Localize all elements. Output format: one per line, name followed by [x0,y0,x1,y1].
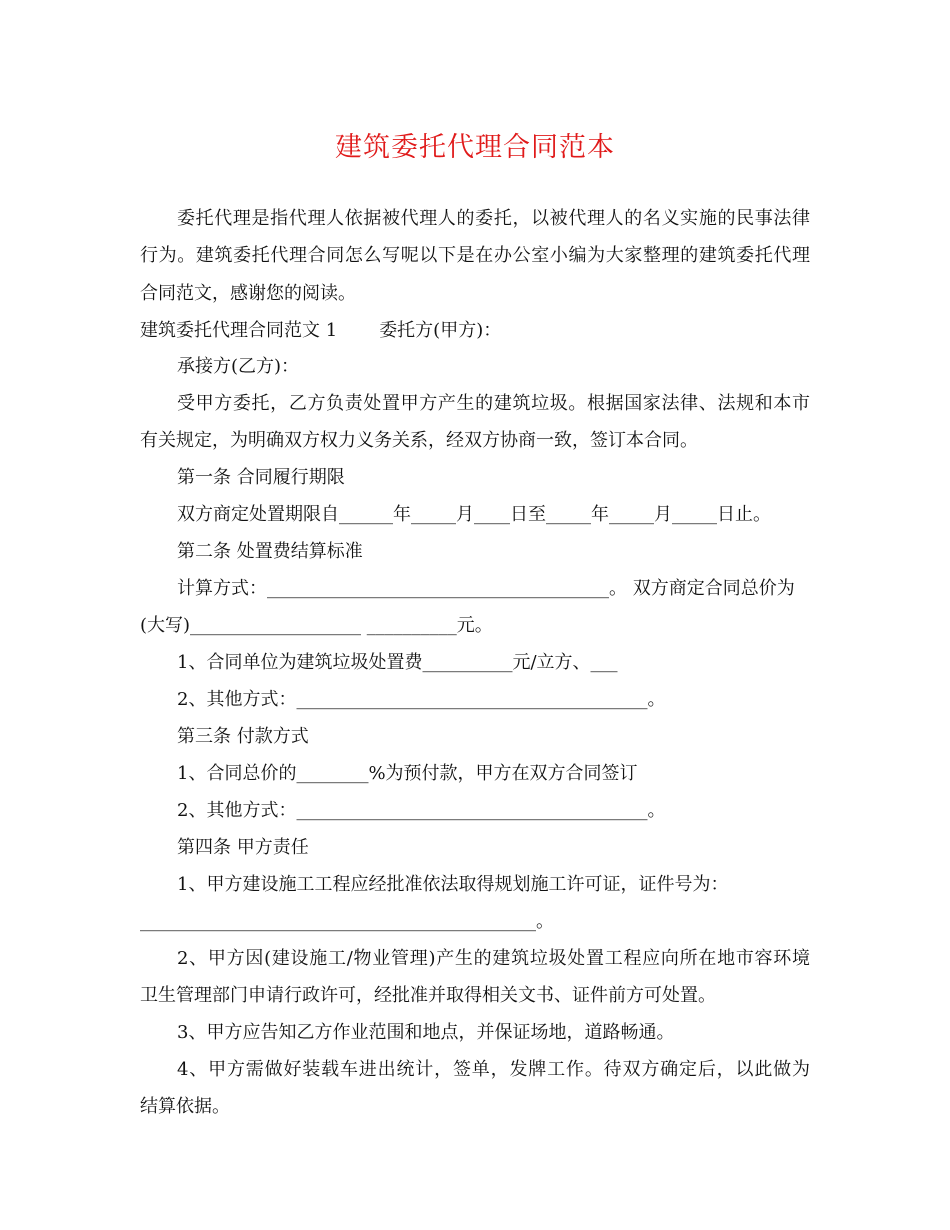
sample-heading: 建筑委托代理合同范文 1 [140,320,338,341]
paragraph-line: 有关规定，为明确双方权力义务关系，经双方协商一致，签订本合同。 [140,430,698,451]
paragraph-line: 合同范文，感谢您的阅读。 [140,283,356,304]
paragraph-line: 结算依据。 [140,1096,230,1117]
paragraph-line: 受甲方委托，乙方负责处置甲方产生的建筑垃圾。根据国家法律、法规和本市 [177,393,810,414]
party-b-label: 承接方(乙方)： [177,356,300,377]
section-heading-line [140,316,820,346]
article-heading: 第四条 甲方责任 [177,837,309,858]
blank-line: ____________________________________________。 [140,911,554,932]
list-item: 1、甲方建设施工工程应经批准依法取得规划施工许可证，证件号为： [177,874,729,895]
article-heading: 第二条 处置费结算标准 [177,541,363,562]
list-item: 1、合同单位为建筑垃圾处置费__________元/立方、___ [177,652,618,673]
article-heading: 第一条 合同履行期限 [177,467,345,488]
list-item: 2、其他方式：_______________________________________。 [177,800,666,821]
list-item: 2、其他方式：_______________________________________。 [177,689,666,710]
document-title: 建筑委托代理合同范本 [335,132,615,163]
party-a-label: 委托方(甲方)： [379,320,502,341]
paragraph-line: (大写)___________________ __________元。 [140,615,493,636]
article-heading: 第三条 付款方式 [177,726,309,747]
paragraph-line: 委托代理是指代理人依据被代理人的委托，以被代理人的名义实施的民事法律 [177,208,810,229]
list-item: 3、甲方应告知乙方作业范围和地点，并保证场地，道路畅通。 [177,1022,675,1043]
paragraph-line: 卫生管理部门申请行政许可，经批准并取得相关文书、证件前方可处置。 [140,985,716,1006]
list-item: 2、甲方因(建设施工/物业管理)产生的建筑垃圾处置工程应向所在地市容环境 [177,948,810,969]
paragraph-line: 行为。建筑委托代理合同怎么写呢以下是在办公室小编为大家整理的建筑委托代理 [140,245,810,266]
paragraph-line: 计算方式：______________________________________。 双方商定合同总价为 [177,578,795,599]
list-item: 4、甲方需做好装载车进出统计，签单，发牌工作。待双方确定后，以此做为 [177,1059,810,1080]
paragraph-line: 双方商定处置期限自______年_____月____日至_____年_____月_____日止。 [177,504,771,525]
list-item: 1、合同总价的________%为预付款，甲方在双方合同签订 [177,763,638,784]
